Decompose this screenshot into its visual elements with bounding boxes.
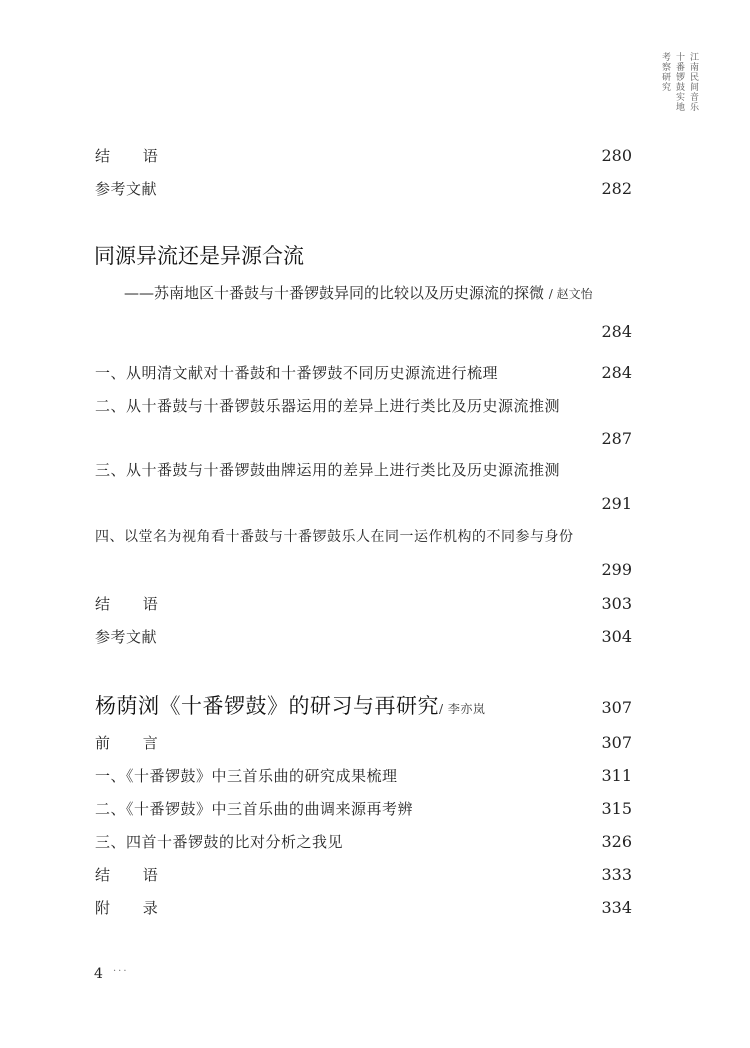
- toc-entry-page: 284: [601, 363, 632, 382]
- page-number: 4: [94, 966, 103, 982]
- toc-entry-label: 前 言: [95, 734, 172, 752]
- toc-entry-page-row: [95, 494, 632, 513]
- toc-entry-page: 303: [601, 594, 632, 613]
- toc-entry-page-row: [95, 560, 632, 579]
- toc-entry-page-row: [95, 429, 632, 448]
- toc-entry-page: 333: [601, 865, 632, 884]
- toc-entry-page: 291: [601, 494, 632, 513]
- toc-entry: [95, 864, 632, 885]
- toc-entry: [95, 178, 632, 199]
- toc-entry-label: 参考文献: [95, 628, 158, 646]
- toc-entry-label: 结 语: [95, 595, 172, 613]
- chapter-author: / 赵文怡: [548, 287, 593, 301]
- toc-entry-page: 282: [601, 179, 632, 198]
- toc-entry-label: 二、从十番鼓与十番锣鼓乐器运用的差异上进行类比及历史源流推测: [95, 397, 561, 415]
- toc-entry: [95, 395, 632, 416]
- toc-entry-page: 280: [601, 146, 632, 165]
- toc-entry-page: 287: [601, 429, 632, 448]
- running-head-line-2: 十番锣鼓实地: [674, 52, 684, 112]
- toc-entry: [95, 765, 632, 786]
- toc-entry: [95, 526, 632, 546]
- chapter-title: 杨荫浏《十番锣鼓》的研习与再研究: [95, 694, 439, 718]
- toc-entry: [95, 897, 632, 918]
- running-head-line-3: 考察研究: [660, 52, 670, 92]
- toc-entry-page: 304: [601, 627, 632, 646]
- toc-entry-label: 四、以堂名为视角看十番鼓与十番锣鼓乐人在同一运作机构的不同参与身份: [95, 529, 574, 545]
- toc-entry-label: 结 语: [95, 866, 172, 884]
- running-head: [659, 52, 698, 112]
- chapter-author: / 李亦岚: [439, 702, 486, 716]
- toc-entry-label: 三、四首十番锣鼓的比对分析之我见: [95, 833, 344, 851]
- toc-entry-page: 307: [601, 733, 632, 752]
- chapter-title-page: 284: [601, 322, 632, 341]
- toc-entry-label: 一、从明清文献对十番鼓和十番锣鼓不同历史源流进行梳理: [95, 364, 499, 382]
- toc-entry: [95, 831, 632, 852]
- toc-entry-label: 一、《十番锣鼓》中三首乐曲的研究成果梳理: [95, 767, 398, 785]
- chapter-title: 同源异流还是异源合流: [94, 244, 304, 268]
- toc-entry-label: 结 语: [95, 147, 172, 165]
- chapter-title-group: [95, 690, 485, 720]
- toc-entry: [95, 798, 632, 819]
- toc-entry-page: 311: [601, 766, 632, 785]
- chapter-title-page: 307: [601, 698, 632, 717]
- toc-entry: [95, 732, 632, 753]
- footer-dots: ···: [113, 966, 129, 977]
- toc-entry-page: 334: [601, 898, 632, 917]
- chapter-subtitle-text: ——苏南地区十番鼓与十番锣鼓异同的比较以及历史源流的探微: [124, 284, 545, 302]
- toc-entry-label: 三、从十番鼓与十番锣鼓曲牌运用的差异上进行类比及历史源流推测: [95, 461, 561, 479]
- toc-entry-page: 315: [601, 799, 632, 818]
- toc-entry: [95, 145, 632, 166]
- toc-entry-page: 326: [601, 832, 632, 851]
- toc-entry-page: 299: [601, 560, 632, 579]
- running-head-line-1: 江南民间音乐: [688, 52, 698, 112]
- toc-entry: [95, 626, 632, 647]
- toc-entry-label: 附 录: [95, 899, 172, 917]
- chapter-title-row: [95, 690, 632, 720]
- toc-entry: [95, 362, 632, 383]
- chapter-title-page-row: [95, 322, 632, 341]
- toc-entry: [95, 459, 632, 480]
- toc-entry: [95, 593, 632, 614]
- toc-entry-label: 参考文献: [95, 180, 158, 198]
- toc-entry-label: 二、《十番锣鼓》中三首乐曲的曲调来源再考辨: [95, 800, 414, 818]
- chapter-subtitle: [124, 282, 593, 303]
